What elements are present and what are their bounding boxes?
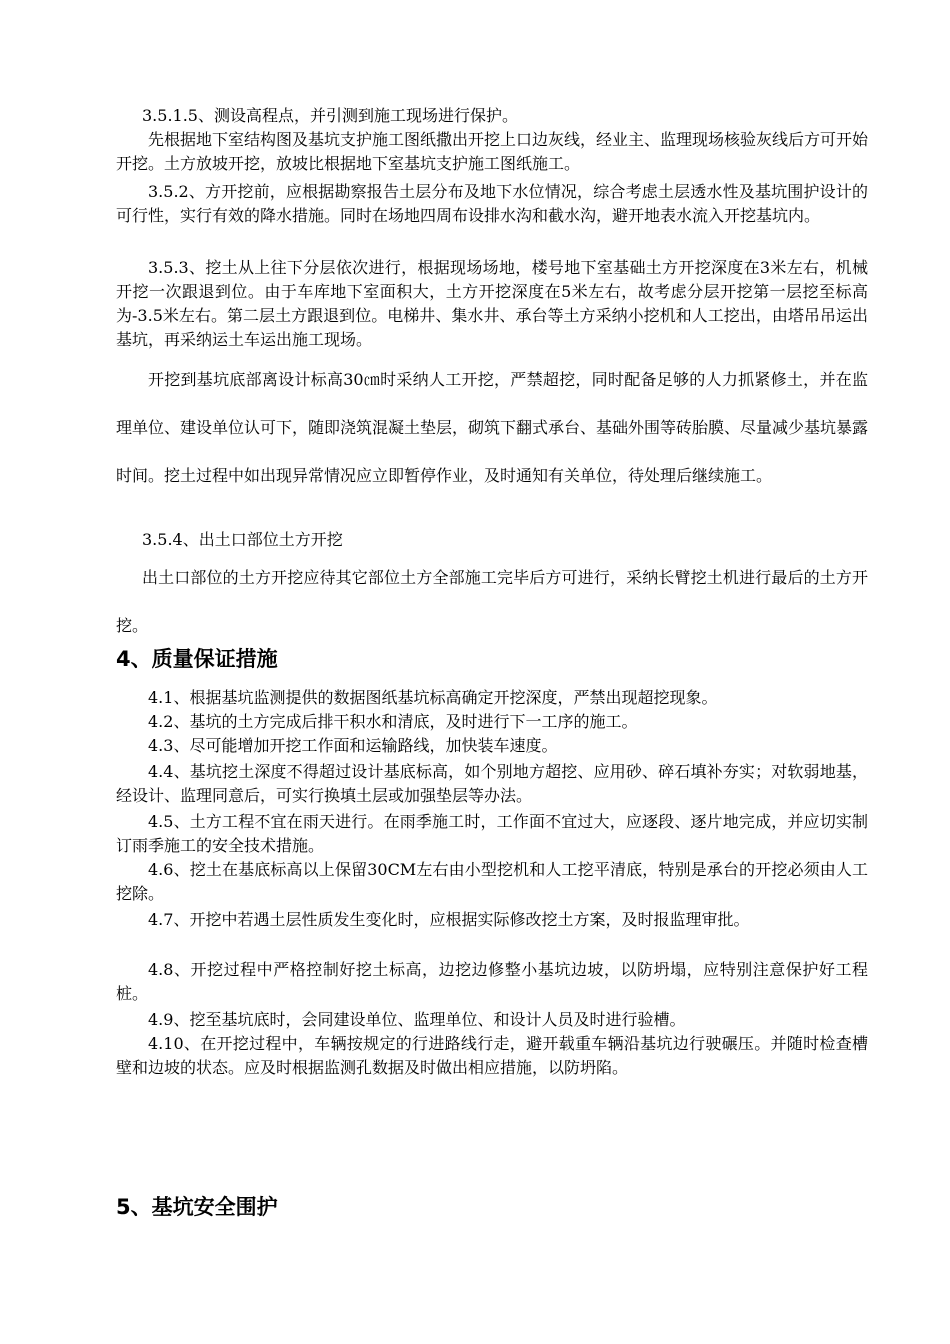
list-item-4-4: 4.4、基坑挖土深度不得超过设计基底标高，如个别地方超挖、应用砂、碎石填补夯实；对软弱地基，经设计、监理同意后，可实行换填土层或加强垫层等办法。	[116, 762, 868, 805]
list-item-4-5: 4.5、土方工程不宜在雨天进行。在雨季施工时，工作面不宜过大，应逐段、逐片地完成，并应切实制订雨季施工的安全技术措施。	[116, 812, 868, 855]
section-heading-4: 4、质量保证措施	[116, 647, 278, 671]
list-item-4-3: 4.3、尽可能增加开挖工作面和运输路线，加快装车速度。	[148, 736, 558, 755]
list-item-4-7: 4.7、开挖中若遇土层性质发生变化时，应根据实际修改挖土方案，及时报监理审批。	[148, 910, 750, 929]
paragraph-3-5-3: 3.5.3、挖土从上往下分层依次进行，根据现场场地，楼号地下室基础土方开挖深度在3米左右，机械开挖一次跟退到位。由于车库地下室面积大，土方开挖深度在5米左右，故考虑分层开挖第一层挖至标高为-3.5米左右。第二层土方跟退到位。电梯井、集水井、承台等土方采纳小挖机和人工挖出，由塔吊吊运出基坑，再采纳运土车运出施工现场。	[116, 258, 868, 349]
section-heading-5: 5、基坑安全围护	[116, 1195, 278, 1219]
paragraph-manual-excavation: 开挖到基坑底部离设计标高30㎝时采纳人工开挖，严禁超挖，同时配备足够的人力抓紧修土，并在监理单位、建设单位认可下，随即浇筑混凝土垫层，砌筑下翻式承台、基础外围等砖胎膜、尽量减少基坑暴露时间。挖土过程中如出现异常情况应立即暂停作业，及时通知有关单位，待处理后继续施工。	[116, 370, 869, 485]
list-item-4-6: 4.6、挖土在基底标高以上保留30CM左右由小型挖机和人工挖平清底，特别是承台的开挖必须由人工挖除。	[116, 860, 868, 903]
paragraph-3-5-4-body: 出土口部位的土方开挖应待其它部位土方全部施工完毕后方可进行，采纳长臂挖土机进行最后的土方开挖。	[116, 568, 868, 635]
paragraph-3-5-1-5: 3.5.1.5、测设高程点，并引测到施工现场进行保护。	[142, 106, 518, 125]
list-item-4-2: 4.2、基坑的土方完成后排干积水和清底，及时进行下一工序的施工。	[148, 712, 638, 731]
list-item-4-8: 4.8、开挖过程中严格控制好挖土标高，边挖边修整小基坑边坡，以防坍塌，应特别注意保护好工程桩。	[116, 960, 868, 1003]
paragraph-line-survey: 先根据地下室结构图及基坑支护施工图纸撒出开挖上口边灰线，经业主、监理现场核验灰线后方可开始开挖。土方放坡开挖，放坡比根据地下室基坑支护施工图纸施工。	[116, 130, 869, 173]
paragraph-3-5-4-title: 3.5.4、出土口部位土方开挖	[142, 530, 343, 549]
list-item-4-9: 4.9、挖至基坑底时，会同建设单位、监理单位、和设计人员及时进行验槽。	[148, 1010, 686, 1029]
list-item-4-10: 4.10、在开挖过程中，车辆按规定的行进路线行走，避开载重车辆沿基坑边行驶碾压。并随时检查槽壁和边坡的状态。应及时根据监测孔数据及时做出相应措施，以防坍陷。	[116, 1034, 868, 1077]
list-item-4-1: 4.1、根据基坑监测提供的数据图纸基坑标高确定开挖深度，严禁出现超挖现象。	[148, 688, 718, 707]
paragraph-3-5-2: 3.5.2、方开挖前，应根据勘察报告土层分布及地下水位情况，综合考虑土层透水性及基坑围护设计的可行性，实行有效的降水措施。同时在场地四周布设排水沟和截水沟，避开地表水流入开挖基坑内。	[116, 182, 868, 225]
